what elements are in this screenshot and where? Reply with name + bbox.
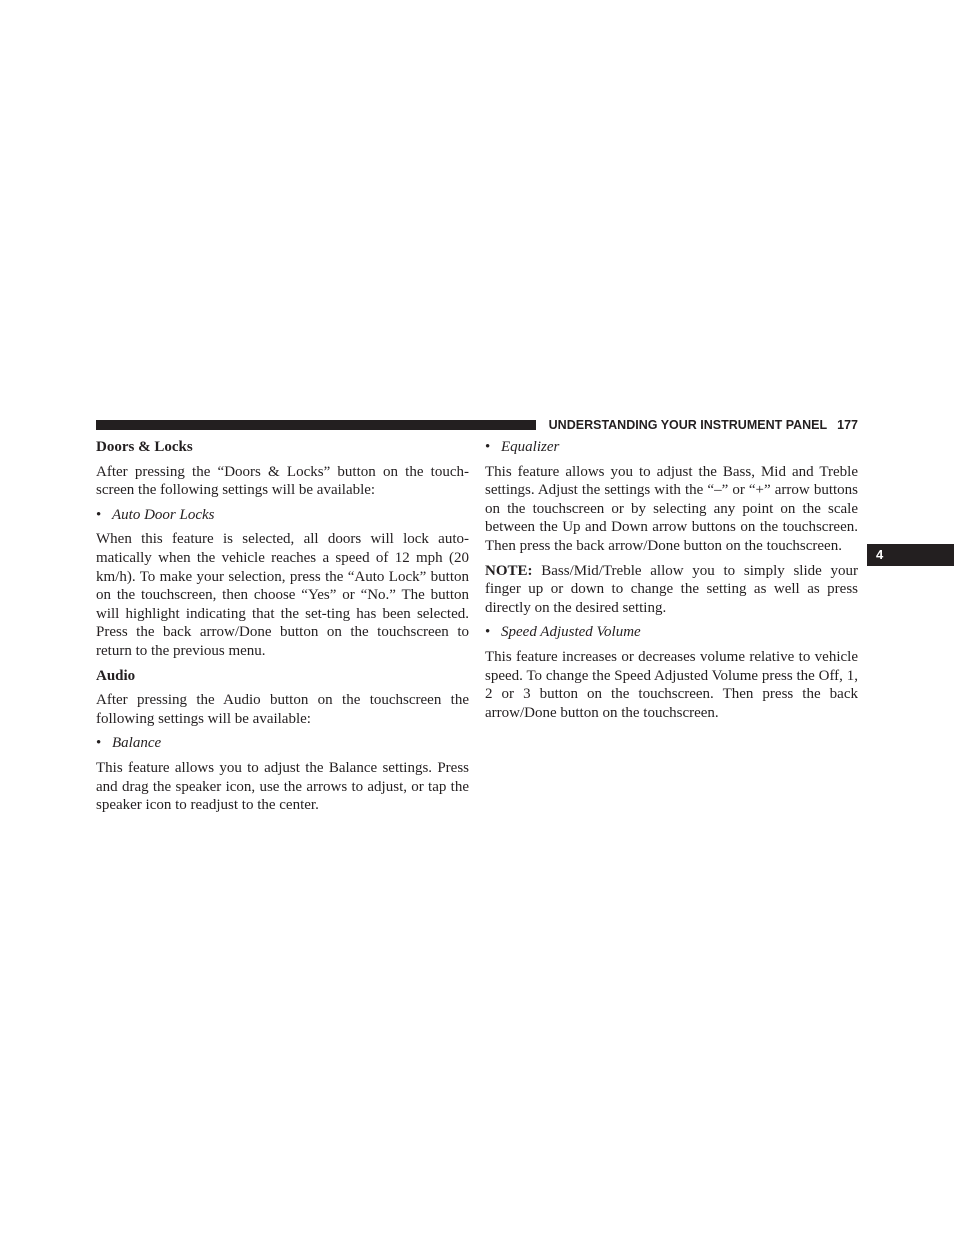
- speed-adjusted-volume-bullet: [485, 623, 858, 642]
- bullet-label: Equalizer: [501, 439, 560, 455]
- auto-door-locks-bullet: [96, 506, 469, 525]
- equalizer-bullet: [485, 438, 858, 457]
- speed-adjusted-volume-body: This feature increases or decreases volume relative to vehicle speed. To change the Speed Adjusted Volume press the Off, 1, 2 or 3 button on the touchscreen. Then press the back arrow/Done button on the touchscreen.: [485, 648, 858, 721]
- balance-bullet: [96, 734, 469, 753]
- balance-body: This feature allows you to adjust the Balance settings. Press and drag the speaker icon, use the arrows to adjust, or tap the speaker icon to readjust to the center.: [96, 759, 469, 814]
- note-text: Bass/Mid/Treble allow you to simply slide your finger up or down to change the setting as well as press directly on the desired setting.: [485, 562, 858, 616]
- bullet-dot-icon: •: [485, 624, 491, 641]
- left-column: [96, 438, 469, 821]
- doors-locks-heading: Doors & Locks: [96, 439, 193, 455]
- note-paragraph: [485, 562, 858, 618]
- section-title: UNDERSTANDING YOUR INSTRUMENT PANEL: [548, 418, 828, 432]
- audio-intro: After pressing the Audio button on the touchscreen the following settings will be available:: [96, 692, 469, 727]
- right-column: [485, 438, 858, 728]
- equalizer-body: This feature allows you to adjust the Bass, Mid and Treble settings. Adjust the settings with the “–” or “+” arrow buttons on the touchscreen or by selecting any point on the scale between the Up and Down arrow buttons on the touchscreen. Then press the back arrow/Done button on the touchscreen.: [485, 463, 858, 554]
- auto-door-locks-body: When this feature is selected, all doors will lock auto-matically when the vehicle reaches a speed of 12 mph (20 km/h). To make your selection, press the “Auto Lock” button on the touchscreen, then choose “Yes” or “No.” The button will highlight indicating that the set-ting has been selected. Press the back arrow/Done button on the touchscreen to return to the previous menu.: [96, 531, 469, 659]
- bullet-label: Auto Door Locks: [112, 506, 215, 523]
- bullet-dot-icon: •: [96, 735, 102, 752]
- bullet-dot-icon: •: [485, 439, 491, 455]
- audio-heading: Audio: [96, 667, 136, 684]
- doors-locks-intro: After pressing the “Doors & Locks” button on the touch-screen the following settings will be available:: [96, 463, 469, 499]
- bullet-label: Balance: [112, 735, 162, 752]
- chapter-tab: 4: [867, 544, 954, 566]
- page-number: 177: [837, 418, 858, 432]
- bullet-dot-icon: •: [96, 506, 102, 523]
- bullet-label: Speed Adjusted Volume: [501, 624, 641, 641]
- note-label: NOTE:: [485, 562, 533, 579]
- running-header: [546, 417, 858, 433]
- header-rule: [96, 420, 536, 430]
